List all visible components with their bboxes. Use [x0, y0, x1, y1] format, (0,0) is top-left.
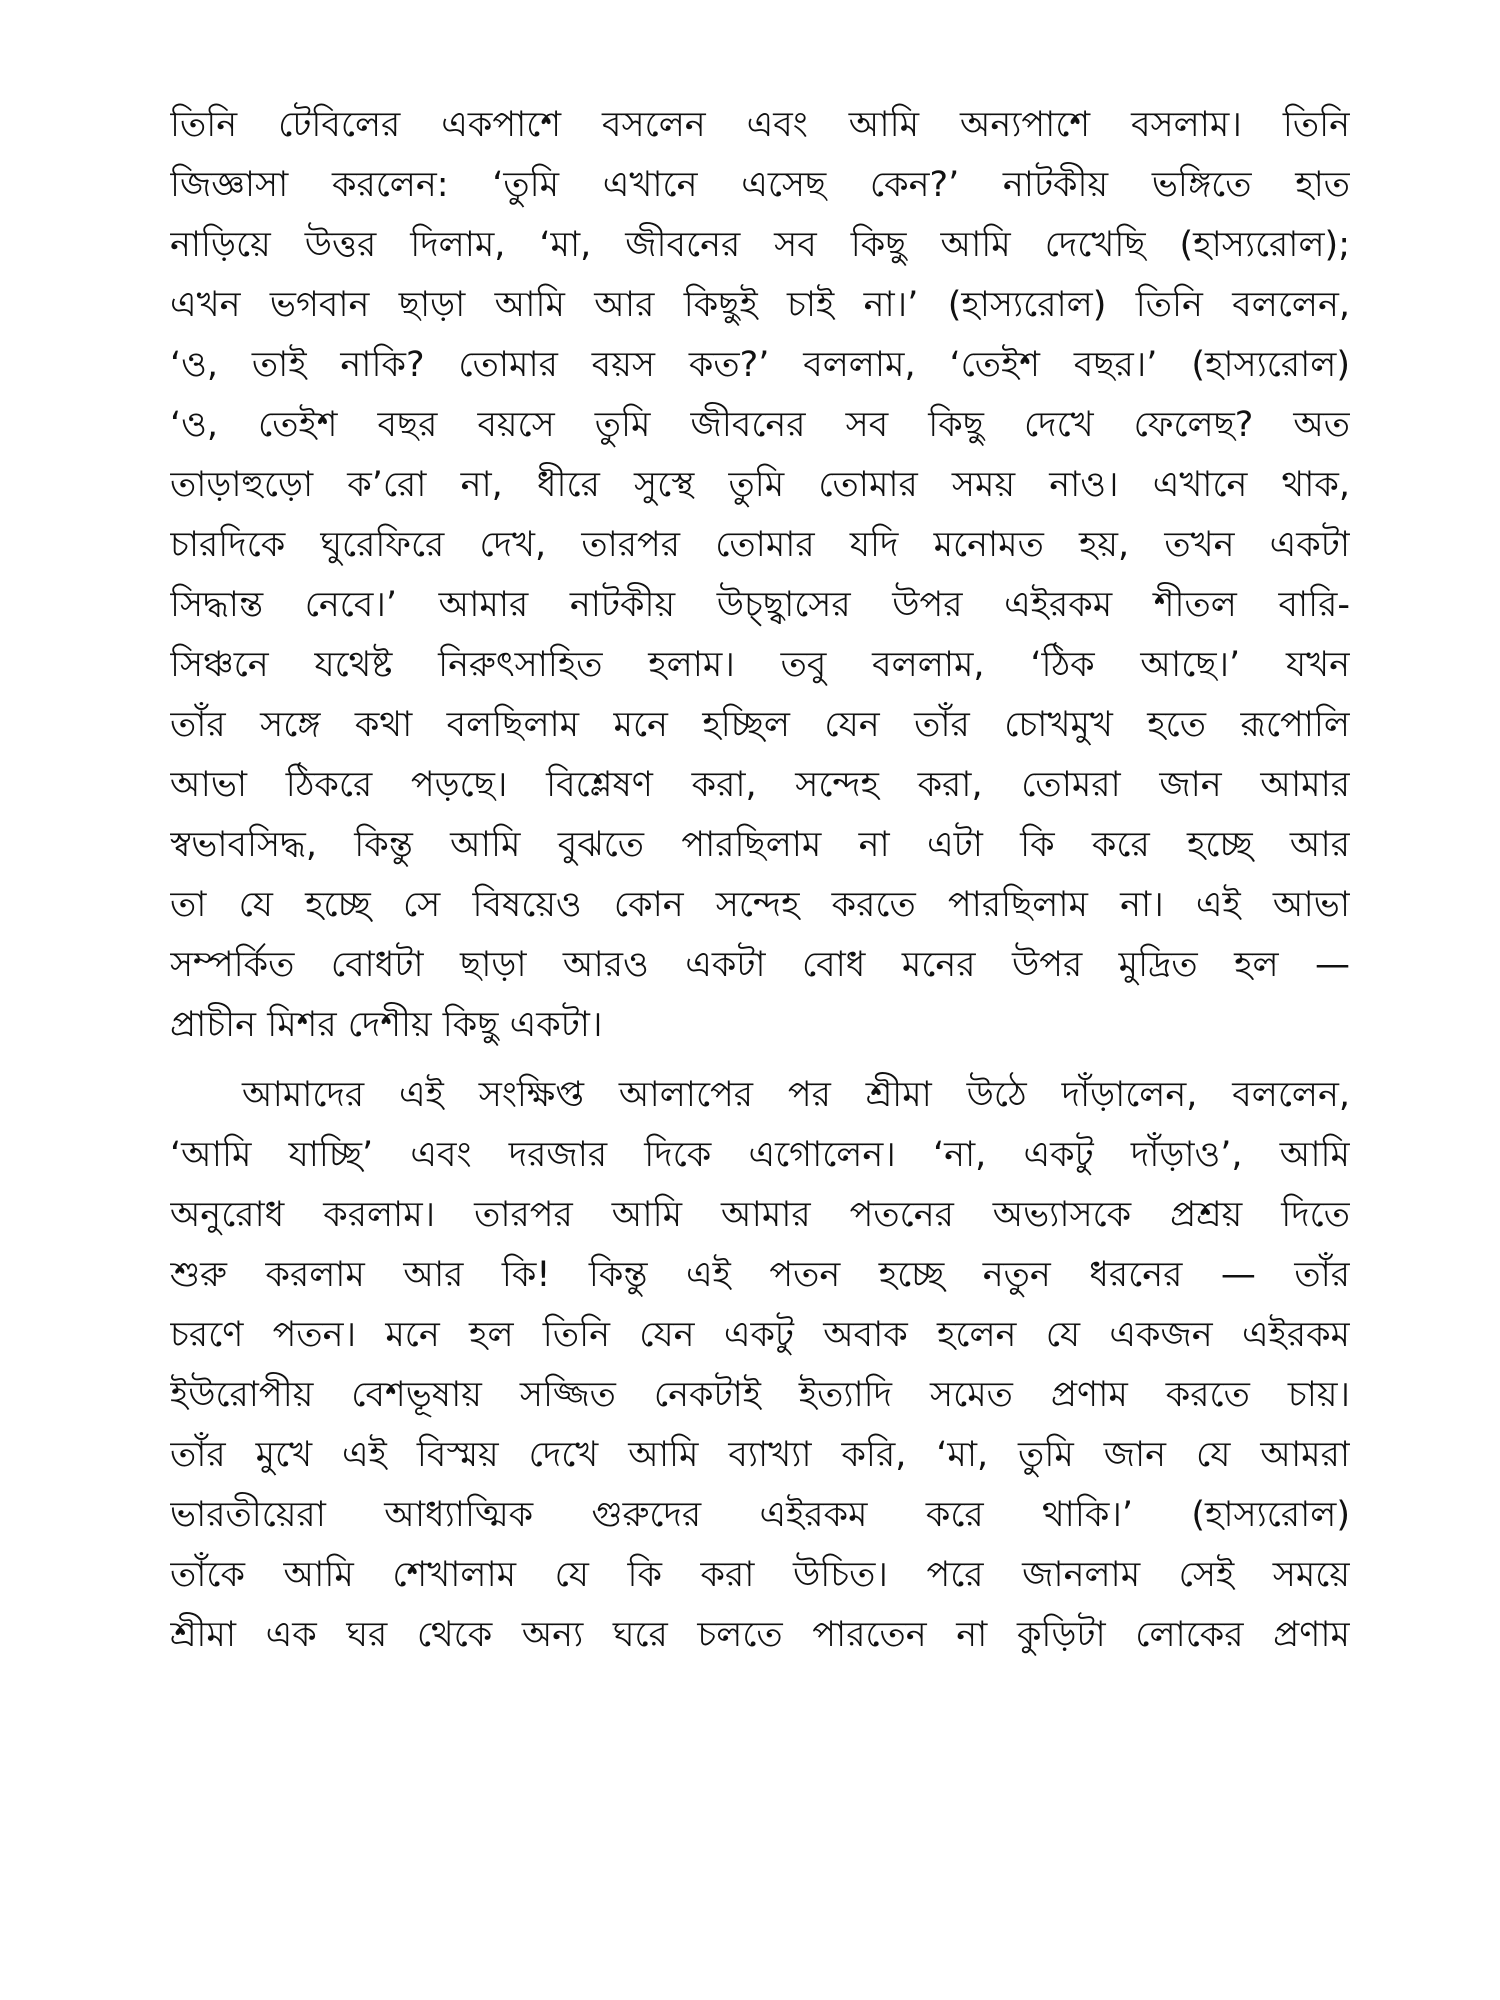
- paragraph-2: [170, 1065, 1350, 1665]
- text-line: ‘আমি যাচ্ছি’ এবং দরজার দিকে এগোলেন। ‘না, একটু দাঁড়াও’, আমি: [170, 1135, 1350, 1175]
- text-line: চারদিকে ঘুরেফিরে দেখ, তারপর তোমার যদি মনোমত হয়, তখন একটা: [170, 525, 1350, 565]
- paragraph-1: [170, 95, 1350, 1055]
- text-line: এখন ভগবান ছাড়া আমি আর কিছুই চাই না।’ (হাস্যরোল) তিনি বললেন,: [170, 285, 1350, 325]
- text-line: তিনি টেবিলের একপাশে বসলেন এবং আমি অন্যপাশে বসলাম। তিনি: [170, 105, 1350, 145]
- book-page: [170, 95, 1350, 1665]
- text-line: ‘ও, তাই নাকি? তোমার বয়স কত?’ বললাম, ‘তেইশ বছর।’ (হাস্যরোল): [170, 345, 1350, 385]
- text-line: আমাদের এই সংক্ষিপ্ত আলাপের পর শ্রীমা উঠে দাঁড়ালেন, বললেন,: [242, 1075, 1350, 1115]
- text-line: ‘ও, তেইশ বছর বয়সে তুমি জীবনের সব কিছু দেখে ফেলেছ? অত: [170, 405, 1350, 445]
- text-line: তাড়াহুড়ো ক’রো না, ধীরে সুস্থে তুমি তোমার সময় নাও। এখানে থাক,: [170, 465, 1350, 505]
- text-line: তাঁর মুখে এই বিস্ময় দেখে আমি ব্যাখ্যা করি, ‘মা, তুমি জান যে আমরা: [170, 1435, 1350, 1475]
- text-line: চরণে পতন। মনে হল তিনি যেন একটু অবাক হলেন যে একজন এইরকম: [170, 1315, 1350, 1355]
- text-line: ইউরোপীয় বেশভূষায় সজ্জিত নেকটাই ইত্যাদি সমেত প্রণাম করতে চায়।: [170, 1375, 1350, 1415]
- text-line: আভা ঠিকরে পড়ছে। বিশ্লেষণ করা, সন্দেহ করা, তোমরা জান আমার: [170, 765, 1350, 805]
- text-line: সম্পর্কিত বোধটা ছাড়া আরও একটা বোধ মনের উপর মুদ্রিত হল —: [170, 945, 1350, 985]
- text-line: জিজ্ঞাসা করলেন: ‘তুমি এখানে এসেছ কেন?’ নাটকীয় ভঙ্গিতে হাত: [170, 165, 1350, 205]
- text-line: তা যে হচ্ছে সে বিষয়েও কোন সন্দেহ করতে পারছিলাম না। এই আভা: [170, 885, 1350, 925]
- text-line: অনুরোধ করলাম। তারপর আমি আমার পতনের অভ্যাসকে প্রশ্রয় দিতে: [170, 1195, 1350, 1235]
- text-line: নাড়িয়ে উত্তর দিলাম, ‘মা, জীবনের সব কিছু আমি দেখেছি (হাস্যরোল);: [170, 225, 1350, 265]
- text-line: সিদ্ধান্ত নেবে।’ আমার নাটকীয় উচ্ছ্বাসের উপর এইরকম শীতল বারি-: [170, 585, 1350, 625]
- text-line: তাঁকে আমি শেখালাম যে কি করা উচিত। পরে জানলাম সেই সময়ে: [170, 1555, 1350, 1595]
- text-line: শ্রীমা এক ঘর থেকে অন্য ঘরে চলতে পারতেন না কুড়িটা লোকের প্রণাম: [170, 1615, 1350, 1655]
- text-line: ভারতীয়েরা আধ্যাত্মিক গুরুদের এইরকম করে থাকি।’ (হাস্যরোল): [170, 1495, 1350, 1535]
- text-line: স্বভাবসিদ্ধ, কিন্তু আমি বুঝতে পারছিলাম না এটা কি করে হচ্ছে আর: [170, 825, 1350, 865]
- text-line: তাঁর সঙ্গে কথা বলছিলাম মনে হচ্ছিল যেন তাঁর চোখমুখ হতে রূপোলি: [170, 705, 1350, 745]
- text-line: প্রাচীন মিশর দেশীয় কিছু একটা।: [170, 1005, 603, 1045]
- paragraph-gap: [170, 1055, 1350, 1065]
- text-line: শুরু করলাম আর কি! কিন্তু এই পতন হচ্ছে নতুন ধরনের — তাঁর: [170, 1255, 1350, 1295]
- text-line: সিঞ্চনে যথেষ্ট নিরুৎসাহিত হলাম। তবু বললাম, ‘ঠিক আছে।’ যখন: [170, 645, 1350, 685]
